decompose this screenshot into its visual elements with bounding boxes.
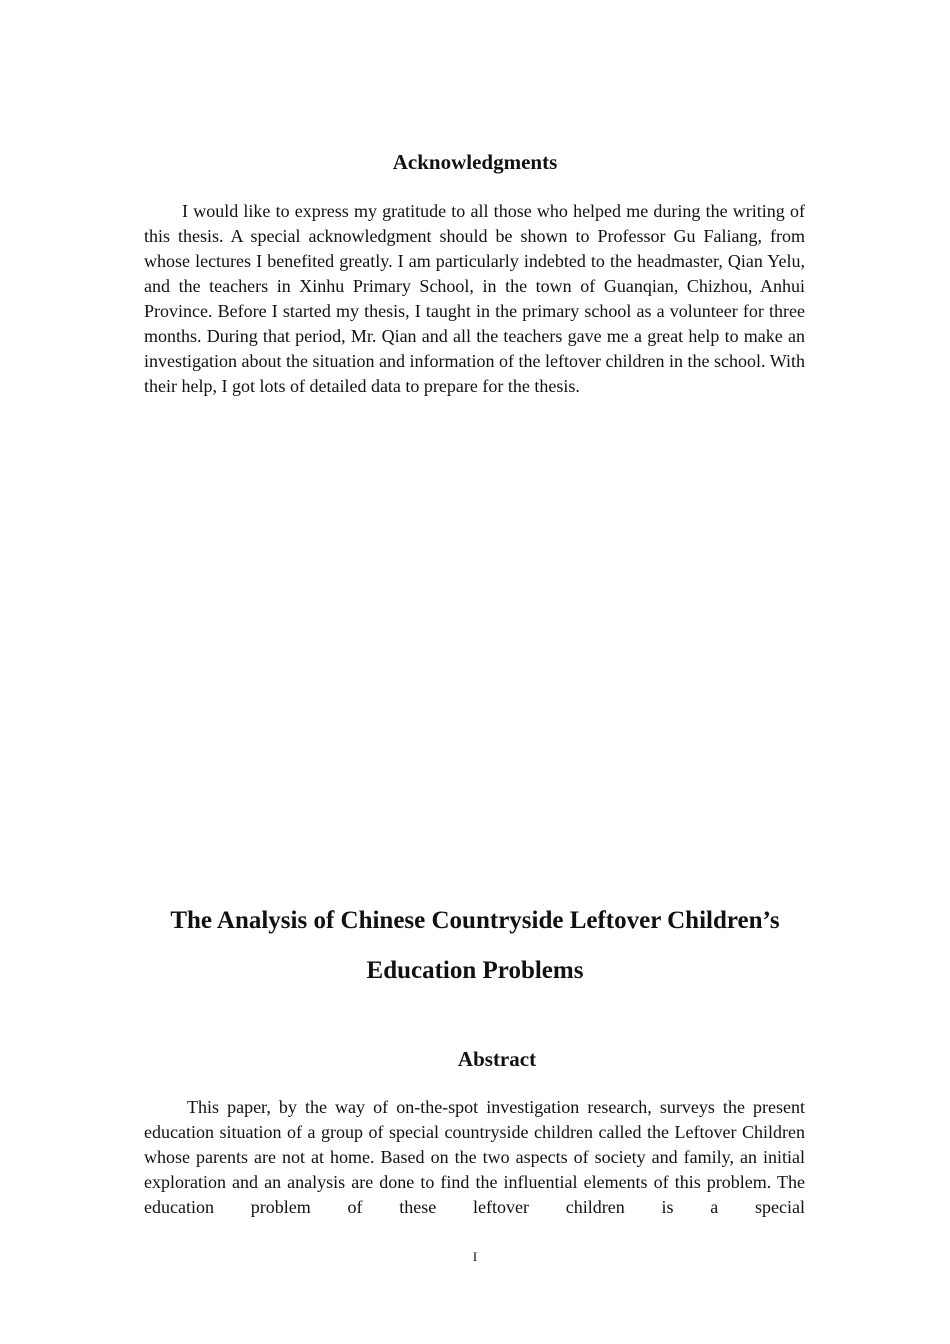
acknowledgments-heading: Acknowledgments [392, 150, 558, 174]
abstract-paragraph: This paper, by the way of on-the-spot investigation research, surveys the present education situation of a group of special countryside children called the Leftover Children whose parents are not at home. Based on the two aspects of society and family, an initial exploration and an analysis are done to find the influential elements of this problem. The education problem of these leftover children is a special [144, 1097, 805, 1217]
paper-title: The Analysis of Chinese Countryside Leftover Children’s Education Problems [170, 907, 780, 984]
page-number: I [472, 1249, 478, 1264]
abstract-heading: Abstract [457, 1047, 537, 1071]
acknowledgments-paragraph: I would like to express my gratitude to all those who helped me during the writing of this thesis. A special acknowledgment should be shown to Professor Gu Faliang, from whose lectures I benefited greatly. I am particularly indebted to the headmaster, Qian Yelu, and the teachers in Xinhu Primary School, in the town of Guanqian, Chizhou, Anhui Province. Before I started my thesis, I taught in the primary school as a volunteer for three months. During that period, Mr. Qian and all the teachers gave me a great help to make an investigation about the situation and information of the leftover children in the school. With their help, I got lots of detailed data to prepare for the thesis. [144, 201, 805, 396]
